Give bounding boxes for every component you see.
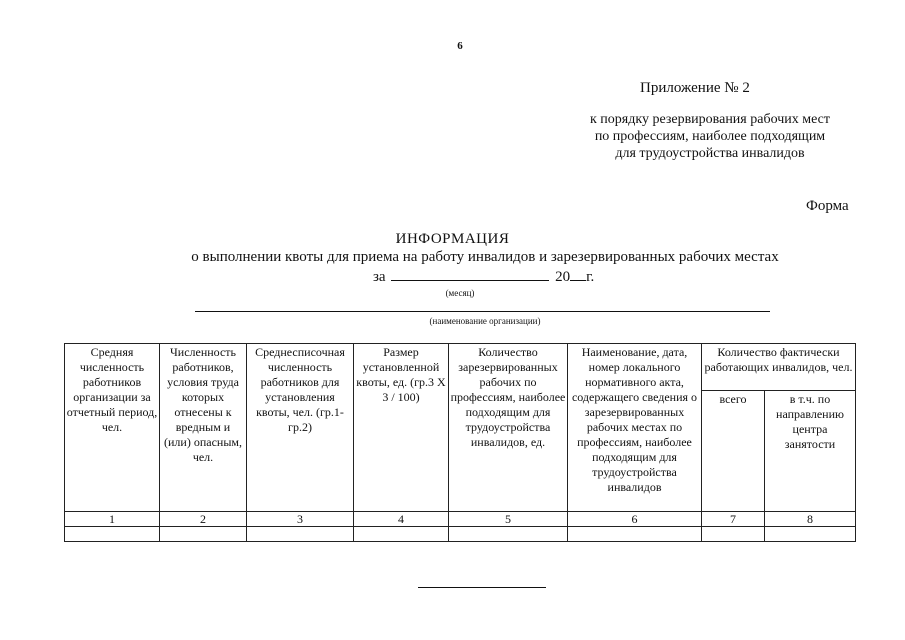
period-prefix: за — [373, 269, 386, 285]
appendix-title: Приложение № 2 — [640, 80, 750, 96]
column-number: 3 — [247, 512, 354, 527]
table-cell — [702, 527, 765, 542]
reporting-period — [373, 268, 594, 286]
appendix-reference-line: по профессиям, наиболее подходящим — [594, 129, 826, 144]
appendix-reference-line: к порядку резервирования рабочих мест — [589, 112, 831, 127]
table-cell — [247, 527, 354, 542]
column-number: 2 — [160, 512, 247, 527]
table-cell — [354, 527, 449, 542]
column-number: 7 — [702, 512, 765, 527]
year-suffix: г. — [586, 269, 595, 285]
column-number: 4 — [354, 512, 449, 527]
column-header: Среднесписочная численность работников для установления квоты, чел. (гр.1-гр.2) — [247, 344, 354, 512]
appendix-reference — [560, 111, 860, 162]
column-header: Наименование, дата, номер локального нормативного акта, содержащего сведения о зарезервированных рабочих местах по профессиям, наиболее подходящим для трудоустройства инвалидов — [568, 344, 702, 512]
appendix-reference-line: для трудоустройства инвалидов — [615, 146, 805, 161]
quota-table — [64, 343, 856, 542]
table-cell — [65, 527, 160, 542]
column-header: Средняя численность работников организации за отчетный период, чел. — [65, 344, 160, 512]
column-number: 8 — [765, 512, 856, 527]
page-number: 6 — [457, 40, 463, 52]
document-subtitle: о выполнении квоты для приема на работу инвалидов и зарезервированных рабочих местах — [191, 249, 779, 265]
table-row — [65, 527, 856, 542]
month-caption: (месяц) — [445, 288, 475, 298]
bottom-rule — [418, 587, 546, 588]
table-cell — [568, 527, 702, 542]
table-cell — [449, 527, 568, 542]
sub-column-header: всего — [702, 391, 765, 512]
table-cell — [765, 527, 856, 542]
form-label: Форма — [806, 198, 849, 214]
table-cell — [160, 527, 247, 542]
column-header: Размер установленной квоты, ед. (гр.3 X 3 / 100) — [354, 344, 449, 512]
organization-caption: (наименование организации) — [429, 316, 541, 326]
column-number: 5 — [449, 512, 568, 527]
group-header: Количество фактически работающих инвалидов, чел. — [702, 344, 856, 391]
sub-column-header: в т.ч. по направлению центра занятости — [765, 391, 856, 512]
year-blank — [570, 268, 586, 281]
year-prefix: 20 — [555, 269, 571, 285]
month-blank — [391, 268, 549, 281]
column-header: Численность работников, условия труда которых отнесены к вредным и (или) опасным, чел. — [160, 344, 247, 512]
organization-name-line — [195, 311, 770, 312]
column-header: Количество зарезервированных рабочих по профессиям, наиболее подходящим для трудоустройства инвалидов, ед. — [449, 344, 568, 512]
column-number: 1 — [65, 512, 160, 527]
column-number: 6 — [568, 512, 702, 527]
document-title: ИНФОРМАЦИЯ — [395, 231, 510, 247]
